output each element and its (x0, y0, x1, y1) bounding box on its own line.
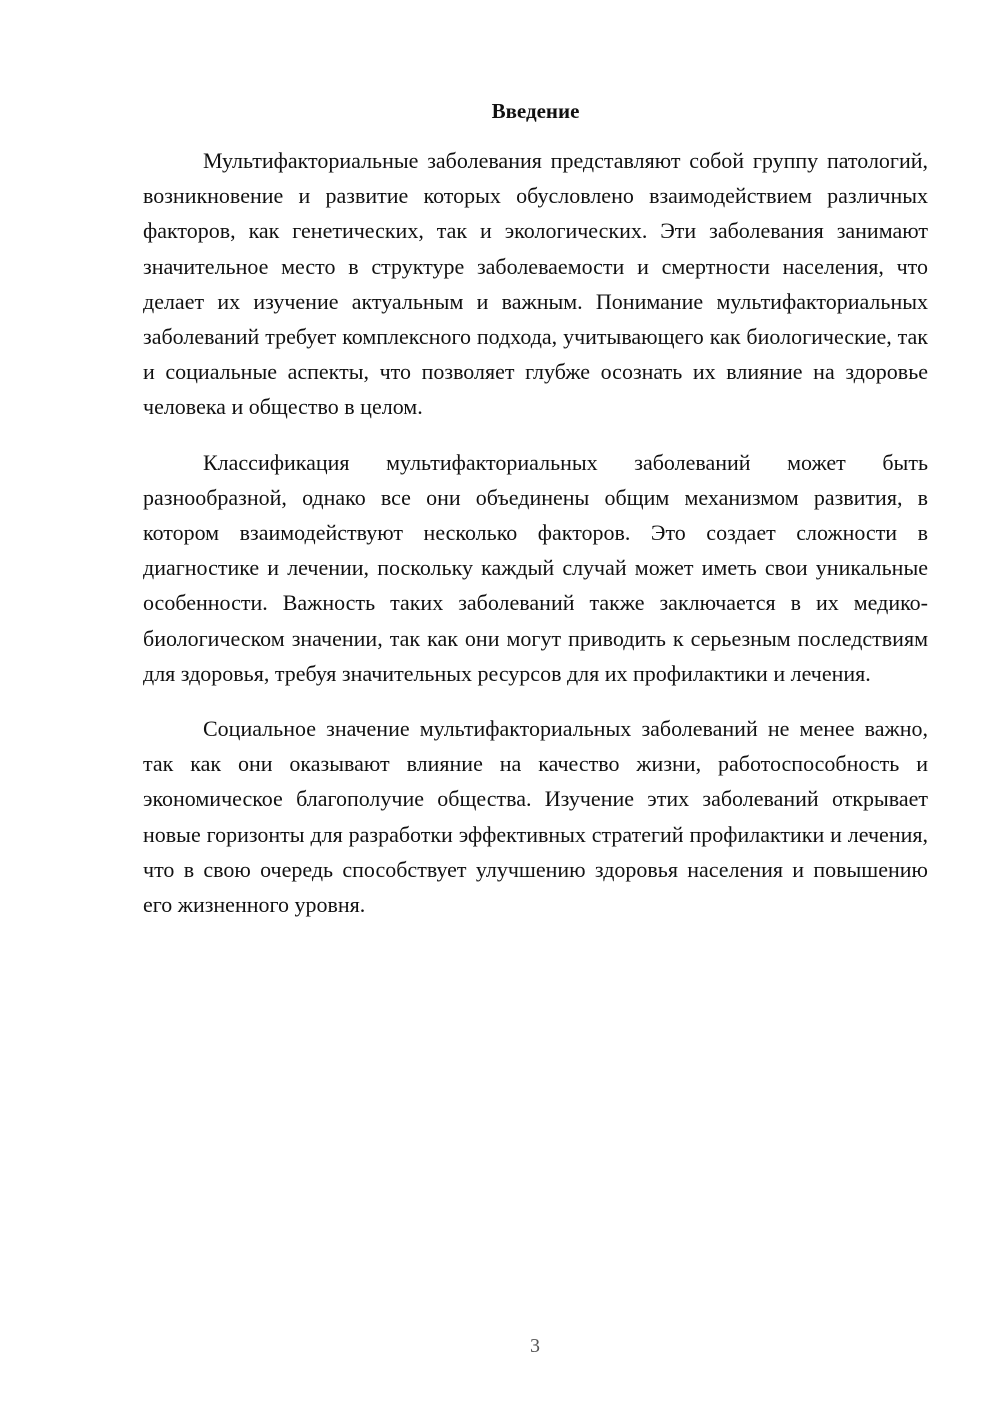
body-text (143, 143, 928, 942)
page-number: 3 (530, 1335, 540, 1357)
paragraph-introduction: Мультифакториальные заболевания представляют собой группу патологий, возникновение и развитие которых обусловлено взаимодействием различных факторов, как генетических, так и экологических. Эти заболевания занимают значительное место в структуре заболеваемости и смертности населения, что делает их изучение актуальным и важным. Понимание мультифакториальных заболеваний требует комплексного подхода, учитывающего как биологические, так и социальные аспекты, что позволяет глубже осознать их влияние на здоровье человека и общество в целом. (143, 148, 928, 420)
paragraph-classification: Классификация мультифакториальных заболеваний может быть разнообразной, однако все они объединены общим механизмом развития, в котором взаимодействуют несколько факторов. Это создает сложности в диагностике и лечении, поскольку каждый случай может иметь свои уникальные особенности. Важность таких заболеваний также заключается в их медико-биологическом значении, так как они могут приводить к серьезным последствиям для здоровья, требуя значительных ресурсов для их профилактики и лечения. (143, 449, 928, 686)
paragraph-social-significance: Социальное значение мультифакториальных заболеваний не менее важно, так как они оказывают влияние на качество жизни, работоспособность и экономическое благополучие общества. Изучение этих заболеваний открывает новые горизонты для разработки эффективных стратегий профилактики и лечения, что в свою очередь способствует улучшению здоровья населения и повышению его жизненного уровня. (143, 716, 928, 918)
section-heading: Введение (491, 99, 580, 123)
